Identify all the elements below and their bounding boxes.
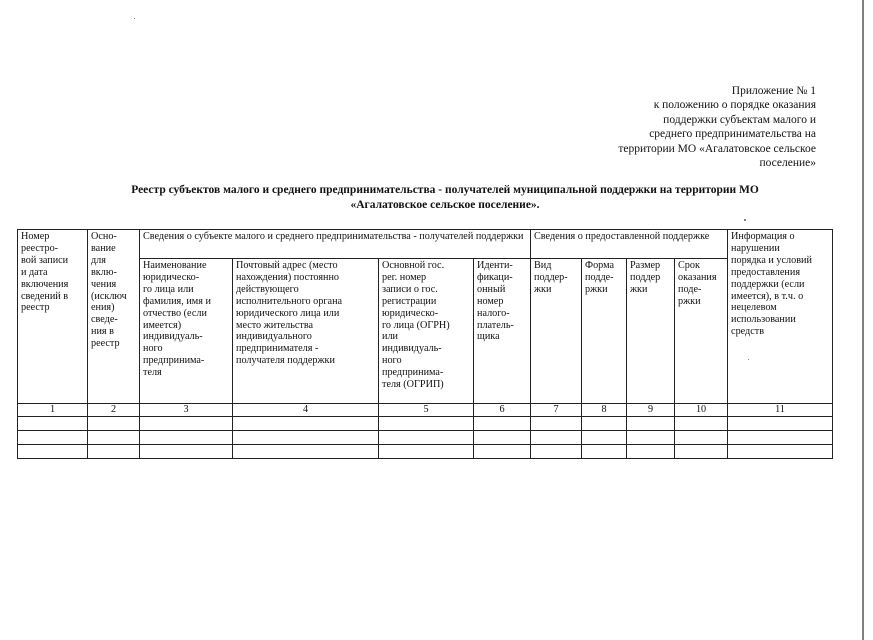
header-basis: Осно- вание для вклю- чения (исключ ения) сведе- ния в реестр (88, 230, 140, 404)
table-cell (728, 431, 833, 445)
appendix-line: Приложение № 1 (731, 85, 816, 97)
table-cell (474, 445, 531, 459)
column-number: 11 (728, 404, 833, 417)
appendix-line: территории МО «Агалатовское сельское (618, 142, 816, 155)
table-row-empty (18, 445, 833, 459)
table-cell (88, 445, 140, 459)
table-cell (18, 445, 88, 459)
title-line-2: «Агалатовское сельское поселение». (350, 198, 540, 211)
table-cell (140, 431, 233, 445)
table-row-empty (18, 431, 833, 445)
header-violation-info: Информация о нарушении порядка и условий предоставления поддержки (если имеется), в т.ч. о нецелевом использовании средств (728, 230, 833, 404)
column-number: 6 (474, 404, 531, 417)
column-number: 5 (379, 404, 474, 417)
table-cell (627, 431, 675, 445)
table-cell (379, 445, 474, 459)
header-row-columns (18, 259, 833, 404)
table-cell (88, 431, 140, 445)
column-number: 2 (88, 404, 140, 417)
column-number: 8 (582, 404, 627, 417)
appendix-line: поселение» (759, 157, 816, 170)
header-ogrn: Основной гос. рег. номер записи о гос. регистрации юридическо- го лица (ОГРН) или индивидуаль- ного предпринима- теля (ОГРИП) (379, 259, 474, 404)
table-cell (675, 431, 728, 445)
table-cell (474, 417, 531, 431)
registry-table (17, 229, 833, 459)
scan-speck (744, 219, 746, 221)
header-address: Почтовый адрес (место нахождения) постоянно действующего исполнительного органа юридического лица или место жительства индивидуального предпринимателя - получателя поддержки (233, 259, 379, 404)
scan-speck (134, 18, 135, 19)
table-cell (18, 417, 88, 431)
table-cell (233, 417, 379, 431)
header-inn: Иденти- фикаци- онный номер налого- платель- щика (474, 259, 531, 404)
scan-edge-line (862, 0, 864, 640)
table-cell (675, 417, 728, 431)
appendix-line: поддержки субъектам малого и (663, 113, 816, 126)
table-cell (18, 431, 88, 445)
table-cell (474, 431, 531, 445)
table-cell (379, 431, 474, 445)
header-support-term: Срок оказания поде- ржки (675, 259, 728, 404)
table-cell (582, 431, 627, 445)
header-support-form: Форма подде- ржки (582, 259, 627, 404)
header-support-amount: Размер поддер жки (627, 259, 675, 404)
appendix-line: к положению о порядке оказания (653, 99, 816, 112)
table-cell (728, 445, 833, 459)
column-number: 7 (531, 404, 582, 417)
scan-speck (748, 359, 749, 360)
table-cell (379, 417, 474, 431)
table-cell (728, 417, 833, 431)
header-support-type: Вид поддер- жки (531, 259, 582, 404)
column-number-row (18, 404, 833, 417)
document-title (95, 183, 795, 212)
table-row-empty (18, 417, 833, 431)
table-cell (675, 445, 728, 459)
header-name: Наименование юридическо- го лица или фамилия, имя и отчество (если имеется) индивидуаль- ного предпринима- теля (140, 259, 233, 404)
table-cell (531, 445, 582, 459)
appendix-line: среднего предпринимательства на (649, 128, 816, 141)
table-cell (531, 417, 582, 431)
column-number: 9 (627, 404, 675, 417)
table-cell (140, 445, 233, 459)
table-cell (140, 417, 233, 431)
table-cell (233, 431, 379, 445)
column-number: 1 (18, 404, 88, 417)
header-group-subject: Сведения о субъекте малого и среднего предпринимательства - получателей поддержки (140, 230, 531, 259)
table-cell (233, 445, 379, 459)
column-number: 10 (675, 404, 728, 417)
table-cell (627, 445, 675, 459)
table-cell (531, 431, 582, 445)
column-number: 3 (140, 404, 233, 417)
table-cell (627, 417, 675, 431)
appendix-note (536, 84, 816, 170)
column-number: 4 (233, 404, 379, 417)
title-line-1: Реестр субъектов малого и среднего предпринимательства - получателей муниципальной поддержки на территории МО (131, 184, 759, 196)
table-cell (582, 417, 627, 431)
header-row-groups (18, 230, 833, 259)
header-record-number: Номер реестро- вой записи и дата включения сведений в реестр (18, 230, 88, 404)
header-group-support: Сведения о предоставленной поддержке (531, 230, 728, 259)
table-cell (88, 417, 140, 431)
table-cell (582, 445, 627, 459)
